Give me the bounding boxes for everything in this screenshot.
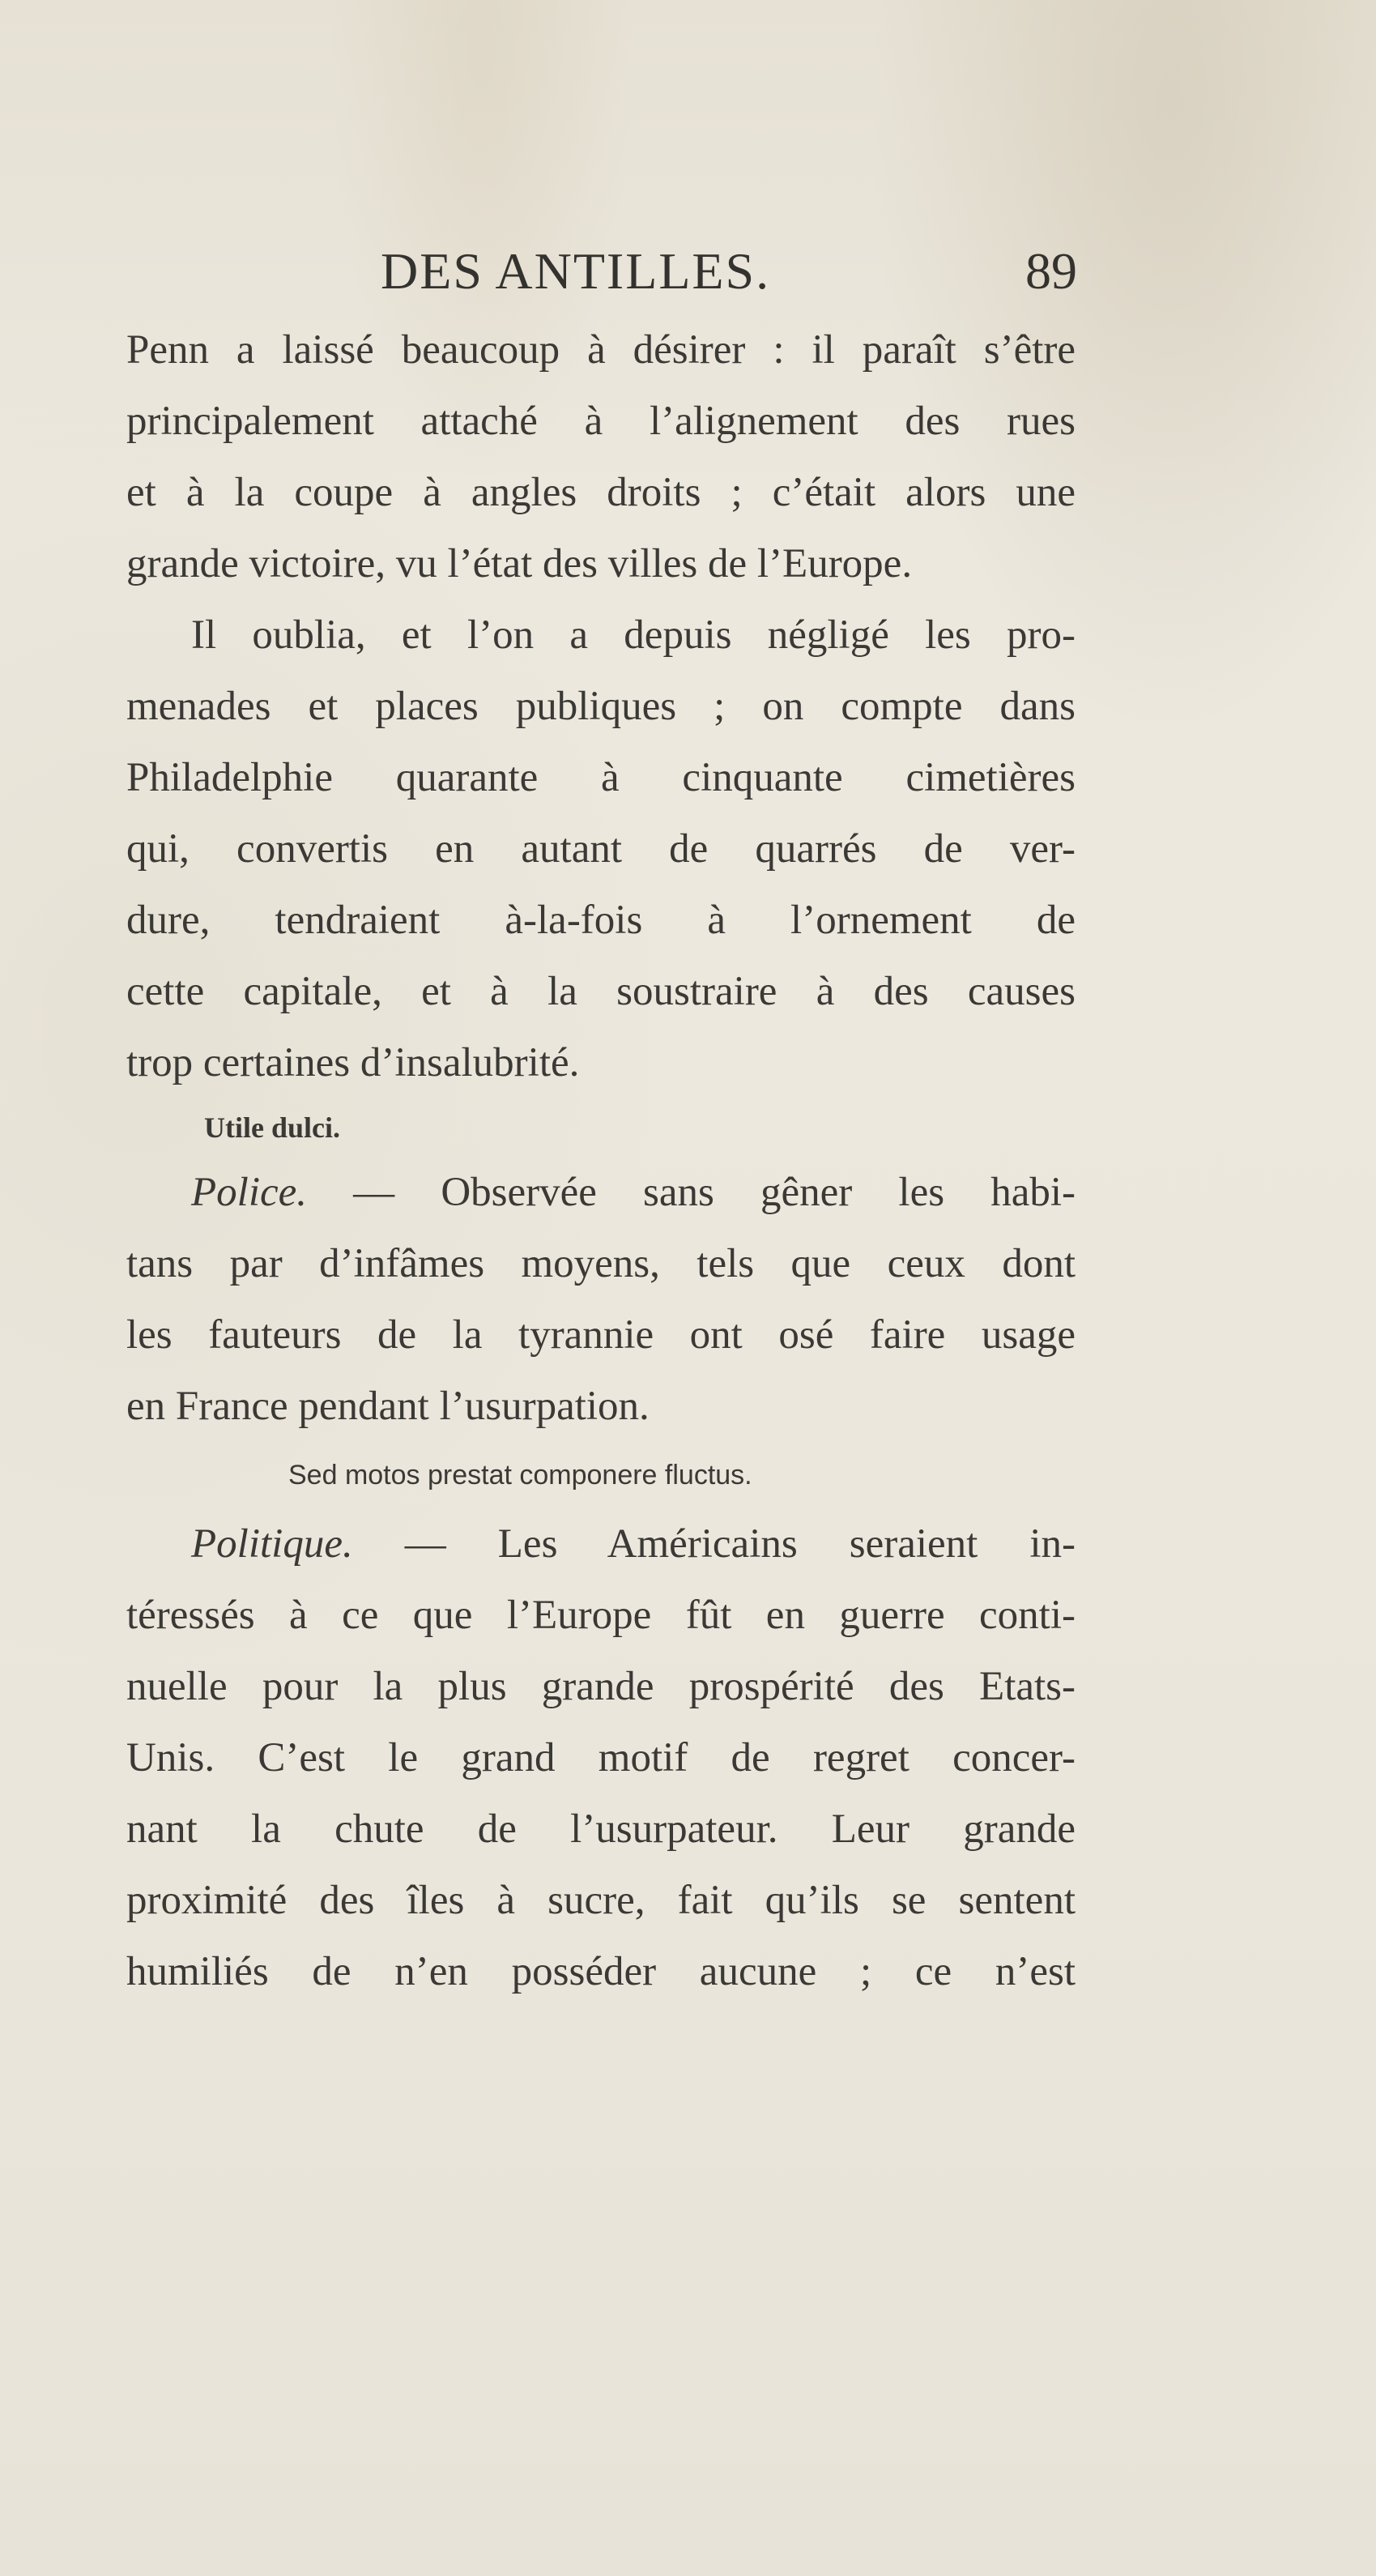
text-run: Observée sans gêner les habi- <box>441 1170 1076 1215</box>
page-header <box>121 235 1077 308</box>
text-line: Il oublia, et l’on a depuis négligé les pro- <box>191 612 1076 658</box>
motto-sed-motos: Sed motos prestat componere fluctus. <box>288 1460 752 1491</box>
paragraph-police <box>126 1157 1076 1442</box>
text-run: Les Américains seraient in- <box>497 1521 1076 1567</box>
text-line: menades et places publiques ; on compte dans <box>126 684 1076 729</box>
text-line: nuelle pour la plus grande prospérité des Etats- <box>126 1664 1076 1709</box>
text-line: humiliés de n’en posséder aucune ; ce n’est <box>126 1949 1076 1994</box>
text-line: et à la coupe à angles droits ; c’était alors une <box>126 470 1076 515</box>
text-line: proximité des îles à sucre, fait qu’ils se sentent <box>126 1878 1076 1923</box>
section-heading-politique: Politique. <box>191 1521 353 1567</box>
text-line: dure, tendraient à-la-fois à l’ornement de <box>126 898 1076 943</box>
text-line: Penn a laissé beaucoup à désirer : il paraît s’être <box>126 327 1076 373</box>
running-head: DES ANTILLES. <box>381 242 771 300</box>
text-line: principalement attaché à l’alignement des rues <box>126 399 1076 444</box>
text-line: cette capitale, et à la soustraire à des causes <box>126 969 1076 1014</box>
text-line: trop certaines d’insalubrité. <box>126 1040 580 1085</box>
em-dash: — <box>307 1170 441 1215</box>
text-line: en France pendant l’usurpation. <box>126 1384 650 1429</box>
text-line: grande victoire, vu l’état des villes de l’Europe. <box>126 541 913 586</box>
paragraph-promenades <box>126 599 1076 1098</box>
text-line: téressés à ce que l’Europe fût en guerre conti- <box>126 1593 1076 1638</box>
text-line: tans par d’infâmes moyens, tels que ceux dont <box>126 1241 1076 1286</box>
paragraph-politique <box>126 1508 1076 2007</box>
section-heading-police: Police. <box>191 1170 308 1215</box>
text-line: Unis. C’est le grand motif de regret concer- <box>126 1735 1076 1781</box>
text-line <box>126 1157 1076 1228</box>
motto-utile-dulci: Utile dulci. <box>204 1111 340 1144</box>
text-line: qui, convertis en autant de quarrés de ver- <box>126 826 1076 872</box>
text-line <box>126 1508 1076 1580</box>
text-line: Philadelphie quarante à cinquante cimetières <box>126 755 1076 800</box>
page-number: 89 <box>1025 242 1077 300</box>
text-line: les fauteurs de la tyrannie ont osé faire usage <box>126 1312 1076 1358</box>
em-dash: — <box>352 1521 498 1567</box>
text-line: nant la chute de l’usurpateur. Leur grande <box>126 1806 1076 1852</box>
paragraph-penn <box>126 314 1076 599</box>
body-text <box>126 314 1076 2007</box>
